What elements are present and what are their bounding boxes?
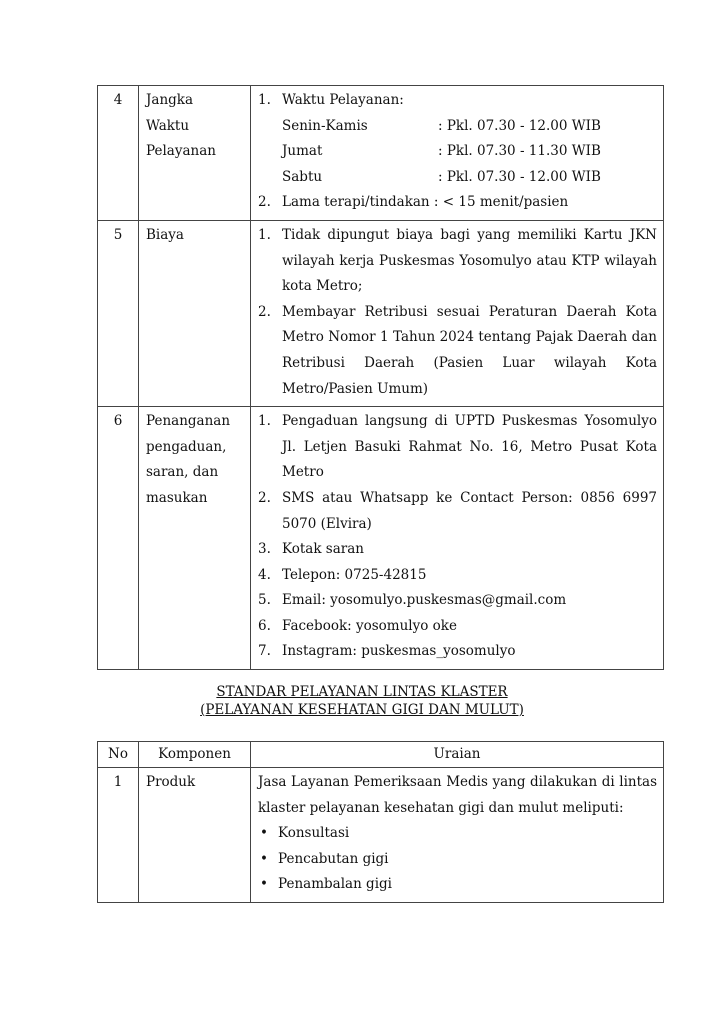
component-label: Waktu (146, 117, 190, 134)
list-item: • Konsultasi (260, 825, 350, 842)
service-standard-table-continued (97, 85, 664, 670)
list-item: 2. SMS atau Whatsapp ke Contact Person: 0856 6997 5070 (Elvira) (258, 489, 657, 532)
list-item: 1. Waktu Pelayanan: Senin-Kamis : Pkl. 07.30 - 12.00 WIB Jumat : Pkl. 07.30 - 11.30 WIB Sabtu : Pkl. 07.30 - 12.00 WIB (258, 88, 657, 190)
row-number-cell: 4 (98, 86, 139, 221)
table-header-row (98, 742, 664, 768)
table-row (98, 407, 664, 670)
cross-cluster-service-table (97, 741, 664, 903)
component-label: saran, dan (146, 464, 219, 481)
schedule-row: Jumat : Pkl. 07.30 - 11.30 WIB (282, 143, 601, 160)
table-row (98, 768, 664, 903)
list-item: • Pencabutan gigi (260, 850, 389, 867)
component-label: Penanganan (146, 413, 231, 430)
table-row (98, 220, 664, 406)
header-uraian: Uraian (251, 742, 664, 768)
description-cell (251, 407, 664, 670)
list-item: 7. Instagram: puskesmas_yosomulyo (258, 643, 516, 660)
row-number-cell: 5 (98, 220, 139, 406)
schedule-row: Senin-Kamis : Pkl. 07.30 - 12.00 WIB (282, 117, 601, 134)
component-cell (139, 768, 251, 903)
list-item: 3. Kotak saran (258, 541, 364, 558)
description-cell (251, 768, 664, 903)
component-label: pengaduan, (146, 438, 227, 455)
section-subtitle: (PELAYANAN KESEHATAN GIGI DAN MULUT) (200, 702, 524, 718)
header-no: No (98, 742, 139, 768)
section-heading (0, 683, 724, 719)
row-number-cell: 6 (98, 407, 139, 670)
component-label: Produk (146, 774, 196, 790)
table-row (98, 86, 664, 221)
list-item: 2. Membayar Retribusi sesuai Peraturan Daerah Kota Metro Nomor 1 Tahun 2024 tentang Pajak Daerah dan Retribusi Daerah (Pasien Luar wilayah Kota Metro/Pasien Umum) (258, 303, 657, 397)
component-label: Biaya (146, 226, 184, 243)
component-label: masukan (146, 489, 208, 506)
list-item: 1. Pengaduan langsung di UPTD Puskesmas Yosomulyo Jl. Letjen Basuki Rahmat No. 16, Metro Pusat Kota Metro (258, 413, 657, 481)
row-number-cell: 1 (98, 768, 139, 903)
description-cell (251, 86, 664, 221)
list-item: • Penambalan gigi (260, 876, 392, 893)
description-cell (251, 220, 664, 406)
header-komponen: Komponen (139, 742, 251, 768)
component-cell (139, 220, 251, 406)
list-item: 1. Tidak dipungut biaya bagi yang memiliki Kartu JKN wilayah kerja Puskesmas Yosomulyo atau KTP wilayah kota Metro; (258, 226, 657, 295)
schedule-row: Sabtu : Pkl. 07.30 - 12.00 WIB (282, 168, 601, 185)
component-label: Pelayanan (146, 143, 216, 160)
list-item: 2. Lama terapi/tindakan : < 15 menit/pasien (258, 194, 569, 211)
component-cell (139, 86, 251, 221)
list-item: 5. Email: yosomulyo.puskesmas@gmail.com (258, 592, 567, 609)
component-label: Jangka (146, 92, 194, 108)
description-intro: Jasa Layanan Pemeriksaan Medis yang dilakukan di lintas klaster pelayanan kesehatan gigi dan mulut meliputi: (258, 774, 657, 816)
list-item: 6. Facebook: yosomulyo oke (258, 617, 457, 634)
list-item: 4. Telepon: 0725-42815 (258, 566, 427, 583)
component-cell (139, 407, 251, 670)
section-title: STANDAR PELAYANAN LINTAS KLASTER (216, 684, 508, 700)
